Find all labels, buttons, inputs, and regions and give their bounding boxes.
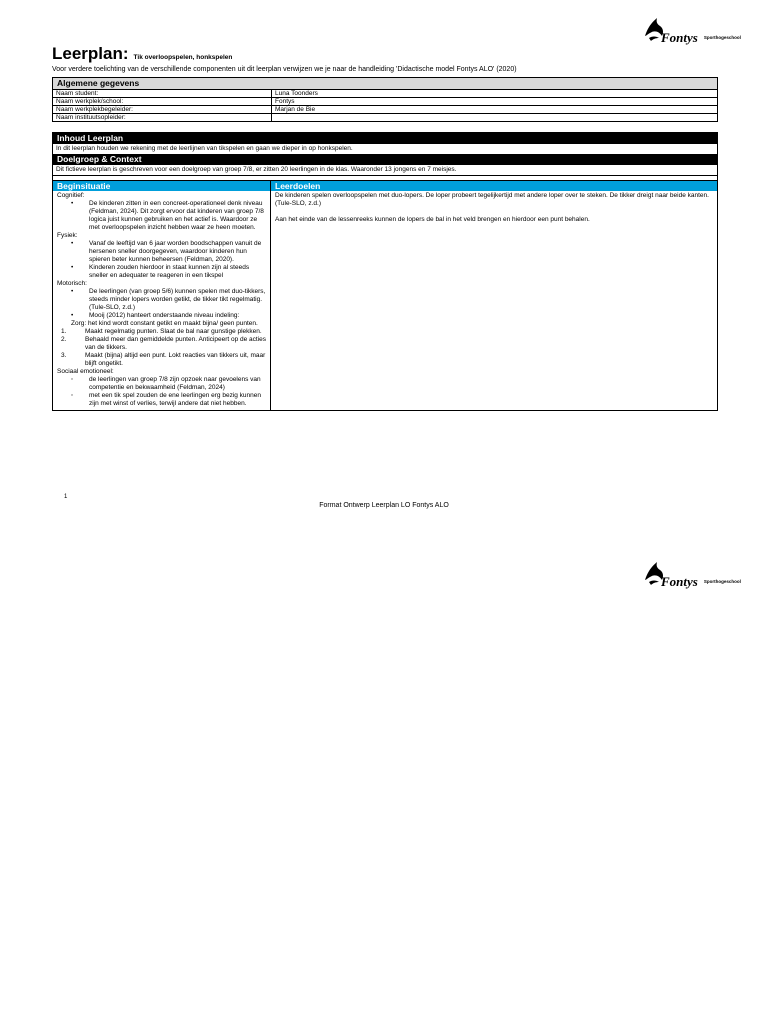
fysiek-label: Fysiek:	[57, 232, 78, 239]
table-row	[53, 106, 717, 114]
table-row	[53, 90, 717, 98]
list-item: • De kinderen zitten in een concreet-operationeel denk niveau (Feldman, 2024). Dit zorgt ervoor dat kinderen van groep 7/8 logica juist kunnen gebruiken en het actief is. Waardoor ze met overloopspelen inzicht hebben waar ze heen moeten.	[71, 200, 264, 231]
fontys-logo	[643, 16, 741, 44]
niveau-list	[57, 328, 267, 368]
table-row	[53, 114, 717, 122]
inhoud-text: In dit leerplan houden we rekening met de leerlijnen van tikspelen en gaan we dieper in op honkspelen.	[56, 145, 353, 152]
doelgroep-text: Dit fictieve leerplan is geschreven voor een doelgroep van groep 7/8, er zitten 20 leerlingen in de klas. Waaronder 13 jongens en 7 meisjes.	[53, 165, 717, 176]
leerdoel-paragraph: De kinderen spelen overloopspelen met duo-lopers. De loper probeert tegelijkertijd met andere loper over te steken. De tikker dreigt naar beide kanten. (Tule-SLO, z.d.)	[275, 192, 709, 207]
row-label: Naam werkplek/school:	[53, 98, 272, 106]
list-item: 2. Behaald meer dan gemiddelde punten. Anticipeert op de acties van de tikkers.	[61, 336, 267, 351]
fysiek-list	[57, 240, 267, 280]
algemene-gegevens-heading: Algemene gegevens	[53, 78, 717, 90]
leerdoelen-column	[271, 181, 717, 410]
list-item: 1. Maakt regelmatig punten. Slaat de bal naar gunstige plekken.	[61, 328, 262, 335]
beginsituatie-column	[53, 181, 271, 410]
logo-subtitle: Sporthogeschool	[703, 35, 741, 40]
inhoud-heading: Inhoud Leerplan	[53, 133, 717, 144]
title-line	[52, 44, 718, 64]
cognitief-list	[57, 200, 267, 232]
algemene-gegevens-section	[52, 77, 718, 122]
list-item: • Kinderen zouden hierdoor in staat kunnen zijn al steeds sneller en adequater te reageren in een tikspel	[71, 264, 250, 279]
list-item: ◦ de leerlingen van groep 7/8 zijn opzoek naar gevoelens van competentie en bekwaamheid (Feldman, 2024)	[71, 376, 261, 391]
zorg-text: Zorg: het kind wordt constant getikt en maakt bijna/ geen punten.	[71, 320, 258, 327]
leerplan-section	[52, 132, 718, 411]
page-subtitle: Tik overloopspelen, honkspelen	[133, 54, 233, 61]
footer-text: Format Ontwerp Leerplan LO Fontys ALO	[319, 502, 449, 509]
list-item: • De leerlingen (van groep 5/6) kunnen spelen met duo-tikkers, steeds minder lopers worden getikt, de tikker tikt regelmatig. (Tule-SLO, z.d.)	[71, 288, 266, 311]
row-value: Fontys	[272, 98, 718, 106]
beginsituatie-heading: Beginsituatie	[53, 181, 270, 191]
motorisch-label: Motorisch:	[57, 280, 87, 287]
row-value: Marjan de Bie	[272, 106, 718, 114]
motorisch-list	[57, 288, 267, 320]
beginsituatie-body	[53, 191, 270, 410]
row-value: Luna Toonders	[272, 90, 718, 98]
page-title: Leerplan:	[52, 44, 129, 63]
logo-brand: Fontys	[661, 30, 698, 45]
algemene-gegevens-table	[53, 90, 717, 121]
row-label: Naam student:	[53, 90, 272, 98]
leerdoelen-body	[271, 191, 717, 234]
logo-subtitle: Sporthogeschool	[703, 579, 741, 584]
document	[52, 44, 718, 411]
cognitief-label: Cognitief:	[57, 192, 85, 199]
sociaal-list	[57, 376, 267, 408]
row-label: Naam werkplekbegeleider:	[53, 106, 272, 114]
table-row	[53, 98, 717, 106]
sociaal-label: Sociaal emotioneel:	[57, 368, 114, 375]
row-value	[272, 114, 718, 122]
intro-text: Voor verdere toelichting van de verschillende componenten uit dit leerplan verwijzen we je naar de handleiding 'Didactische model Fontys ALO' (2020)	[52, 66, 517, 73]
two-columns	[53, 180, 717, 410]
list-item: • Vanaf de leeftijd van 6 jaar worden boodschappen vanuit de hersenen sneller doorgegeven, waardoor kinderen hun spieren beter kunnen beheersen (Feldman, 2020).	[71, 240, 262, 263]
list-item: • Mooij (2012) hanteert onderstaande niveau indeling:	[71, 312, 240, 319]
leerdoelen-heading: Leerdoelen	[271, 181, 717, 191]
fontys-logo-page-2	[643, 560, 741, 588]
list-item: 3. Maakt (bijna) altijd een punt. Lokt reacties van tikkers uit, maar blijft ongetikt.	[61, 352, 266, 367]
page-number: 1	[64, 494, 68, 500]
leerdoel-paragraph: Aan het einde van de lessenreeks kunnen de lopers de bal in het veld brengen en hierdoor een punt behalen.	[275, 216, 590, 223]
list-item: ◦ met een tik spel zouden de ene leerlingen erg bezig kunnen zijn met winst of verlies, terwijl andere dat niet hebben.	[71, 392, 262, 407]
doelgroep-heading: Doelgroep & Context	[53, 154, 717, 165]
logo-brand: Fontys	[661, 574, 698, 589]
row-label: Naam instituutsopleider:	[53, 114, 272, 122]
